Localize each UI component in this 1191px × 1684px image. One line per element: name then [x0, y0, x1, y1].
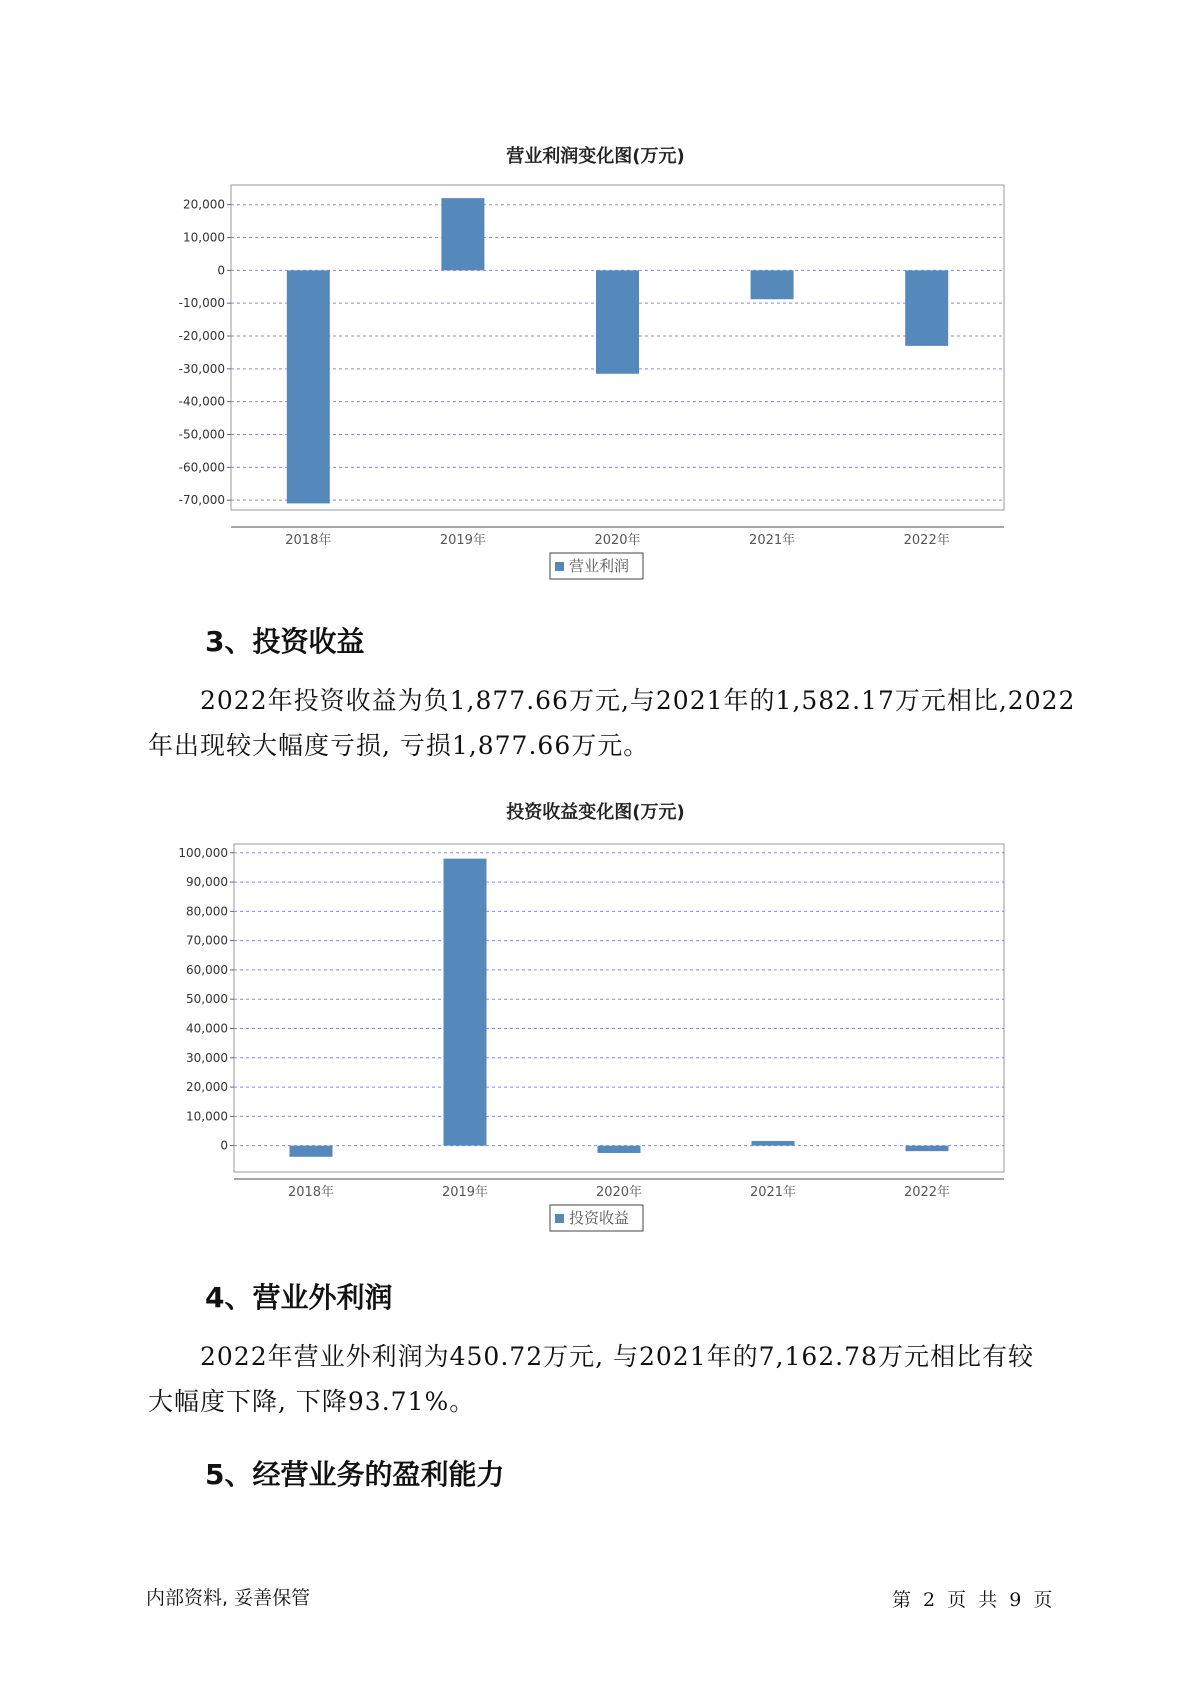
bar-2018年 [287, 270, 330, 503]
chart-title-investment-income: 投资收益变化图(万元) [506, 802, 685, 823]
plot-area [234, 844, 1004, 1172]
operating-profit-chart [0, 170, 1191, 590]
footer-page-number: 第 2 页 共 9 页 [892, 1589, 1053, 1611]
y-tick-label: -70,000 [178, 493, 225, 508]
section-3-paragraph [148, 678, 1078, 768]
bar-2020年 [596, 270, 639, 373]
legend-label: 营业利润 [569, 557, 630, 575]
section-4-heading: 4、营业外利润 [205, 1281, 393, 1314]
section-4-paragraph [148, 1334, 1078, 1424]
y-tick-label: 10,000 [186, 1109, 228, 1124]
y-tick-label: 40,000 [186, 1021, 228, 1036]
x-tick-label: 2020年 [594, 533, 641, 548]
y-tick-label: 30,000 [186, 1050, 228, 1065]
legend-swatch [555, 562, 564, 571]
section-3-line-1: 2022年投资收益为负1,877.66万元,与2021年的1,582.17万元相比,2022 [200, 686, 1076, 715]
y-tick-label: 10,000 [183, 230, 225, 245]
x-tick-label: 2022年 [903, 533, 950, 548]
bar-2021年 [751, 270, 794, 299]
y-tick-label: 50,000 [186, 992, 228, 1007]
y-tick-label: 0 [220, 1138, 228, 1153]
y-tick-label: -30,000 [178, 361, 225, 376]
bar-2020年 [598, 1146, 641, 1153]
x-tick-label: 2020年 [595, 1185, 643, 1200]
bar-2018年 [290, 1146, 333, 1157]
y-tick-label: -10,000 [178, 296, 225, 311]
section-4-line-2: 大幅度下降, 下降93.71%。 [148, 1387, 476, 1416]
bar-2022年 [906, 1146, 949, 1151]
legend [550, 553, 643, 579]
section-4-line-1: 2022年营业外利润为450.72万元, 与2021年的7,162.78万元相比有较 [200, 1342, 1034, 1371]
x-tick-label: 2019年 [441, 1185, 489, 1200]
y-tick-label: 60,000 [186, 962, 228, 977]
y-tick-label: 80,000 [186, 904, 228, 919]
y-tick-label: 0 [217, 263, 225, 278]
y-tick-label: -40,000 [178, 394, 225, 409]
y-tick-label: 90,000 [186, 875, 228, 890]
x-tick-label: 2022年 [903, 1185, 951, 1200]
section-3-heading: 3、投资收益 [205, 625, 365, 658]
investment-income-chart [0, 832, 1191, 1252]
y-tick-label: 20,000 [186, 1080, 228, 1095]
section-3-line-2: 年出现较大幅度亏损, 亏损1,877.66万元。 [148, 731, 650, 760]
bar-2019年 [441, 198, 484, 270]
x-tick-label: 2019年 [439, 533, 486, 548]
footer-confidential-note: 内部资料, 妥善保管 [146, 1587, 311, 1609]
y-tick-label: 20,000 [183, 197, 225, 212]
x-tick-label: 2018年 [287, 1185, 335, 1200]
bar-2022年 [905, 270, 948, 346]
y-tick-label: 100,000 [178, 845, 228, 860]
x-tick-label: 2018年 [285, 533, 332, 548]
section-5-heading: 5、经营业务的盈利能力 [205, 1458, 505, 1491]
x-tick-label: 2021年 [749, 533, 796, 548]
bar-2021年 [752, 1141, 795, 1146]
y-tick-label: -60,000 [178, 460, 225, 475]
y-tick-label: -50,000 [178, 427, 225, 442]
legend-label: 投资收益 [569, 1209, 630, 1227]
y-tick-label: 70,000 [186, 933, 228, 948]
y-tick-label: -20,000 [178, 329, 225, 344]
legend [550, 1205, 643, 1231]
legend-swatch [555, 1214, 564, 1223]
x-tick-label: 2021年 [749, 1185, 797, 1200]
chart-title-operating-profit: 营业利润变化图(万元) [506, 146, 685, 167]
bar-2019年 [444, 859, 487, 1146]
